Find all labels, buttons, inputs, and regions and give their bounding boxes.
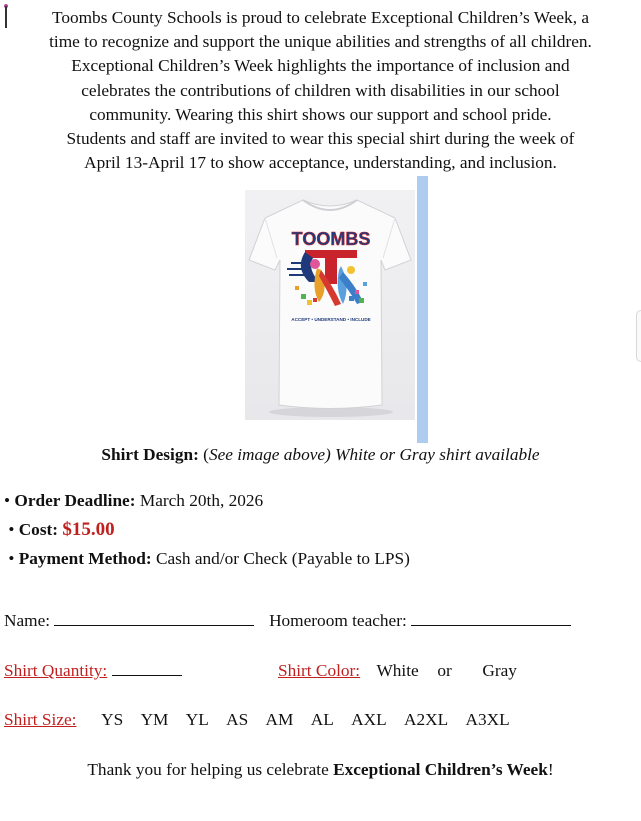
- deadline-item: • Order Deadline: March 20th, 2026: [4, 491, 264, 510]
- design-text: See image above) White or Gray shirt available: [208, 445, 540, 464]
- thank-you-line: [0, 760, 641, 780]
- intro-line: time to recognize and support the unique abilities and strengths of all children.: [49, 32, 592, 52]
- design-paren: (: [203, 445, 209, 464]
- tagline-text: ACCEPT • UNDERSTAND • INCLUDE: [291, 317, 371, 322]
- shirt-design-line: [0, 445, 641, 465]
- cost-label: Cost:: [18, 520, 59, 539]
- intro-line: Students and staff are invited to wear this special shirt during the week of: [66, 129, 575, 149]
- intro-line: Toombs County Schools is proud to celebrate Exceptional Children’s Week, a: [51, 8, 590, 27]
- shirt-image[interactable]: [245, 190, 415, 420]
- cost-item: • Cost: $15.00: [4, 519, 115, 540]
- thanks-prefix: Thank you for helping us celebrate: [87, 760, 334, 779]
- size-option[interactable]: A2XL: [403, 710, 449, 729]
- color-option-white[interactable]: White: [376, 661, 419, 680]
- quantity-label: Shirt Quantity:: [4, 661, 108, 680]
- color-option-gray[interactable]: Gray: [482, 661, 517, 680]
- size-row: [4, 710, 523, 730]
- size-option[interactable]: YS: [101, 710, 124, 729]
- size-option[interactable]: YL: [185, 710, 209, 729]
- payment-value: Cash and/or Check (Payable to LPS): [155, 549, 410, 568]
- color-label: Shirt Color:: [278, 661, 361, 680]
- image-selection-handle[interactable]: [417, 176, 428, 443]
- homeroom-field[interactable]: [411, 611, 571, 626]
- size-option[interactable]: AL: [310, 710, 334, 729]
- cost-value: $15.00: [62, 519, 115, 540]
- homeroom-label: Homeroom teacher:: [269, 611, 407, 630]
- intro-line: community. Wearing this shirt shows our support and school pride.: [89, 104, 552, 124]
- design-label: Shirt Design:: [101, 445, 199, 464]
- intro-line: Exceptional Children’s Week highlights the importance of inclusion and: [71, 56, 570, 76]
- size-option[interactable]: A3XL: [465, 710, 510, 729]
- side-panel-tab[interactable]: [636, 310, 641, 362]
- color-or: or: [437, 661, 452, 680]
- deadline-value: March 20th, 2026: [139, 491, 264, 510]
- name-label: Name:: [4, 611, 51, 630]
- size-label: Shirt Size:: [4, 710, 77, 729]
- color-row: [278, 661, 517, 681]
- thanks-bold: Exceptional Children’s Week: [333, 760, 548, 779]
- deadline-label: Order Deadline:: [14, 491, 136, 510]
- quantity-color-row: [4, 661, 182, 681]
- payment-item: • Payment Method: Cash and/or Check (Payable to LPS): [4, 549, 410, 568]
- intro-line: celebrates the contributions of children with disabilities in our school: [81, 80, 560, 100]
- name-row: [4, 611, 571, 631]
- size-option[interactable]: AXL: [351, 710, 387, 729]
- size-option[interactable]: AS: [226, 710, 249, 729]
- size-option[interactable]: AM: [265, 710, 294, 729]
- tshirt-graphic: [245, 190, 415, 420]
- order-details: [4, 486, 410, 573]
- size-option[interactable]: YM: [140, 710, 169, 729]
- brand-text: TOOMBS: [291, 229, 371, 249]
- name-field[interactable]: [54, 611, 254, 626]
- intro-paragraph: [2, 6, 639, 175]
- thanks-suffix: !: [547, 760, 554, 779]
- intro-line: April 13-April 17 to show acceptance, understanding, and inclusion.: [84, 153, 557, 173]
- payment-label: Payment Method:: [18, 549, 152, 568]
- quantity-field[interactable]: [112, 661, 182, 676]
